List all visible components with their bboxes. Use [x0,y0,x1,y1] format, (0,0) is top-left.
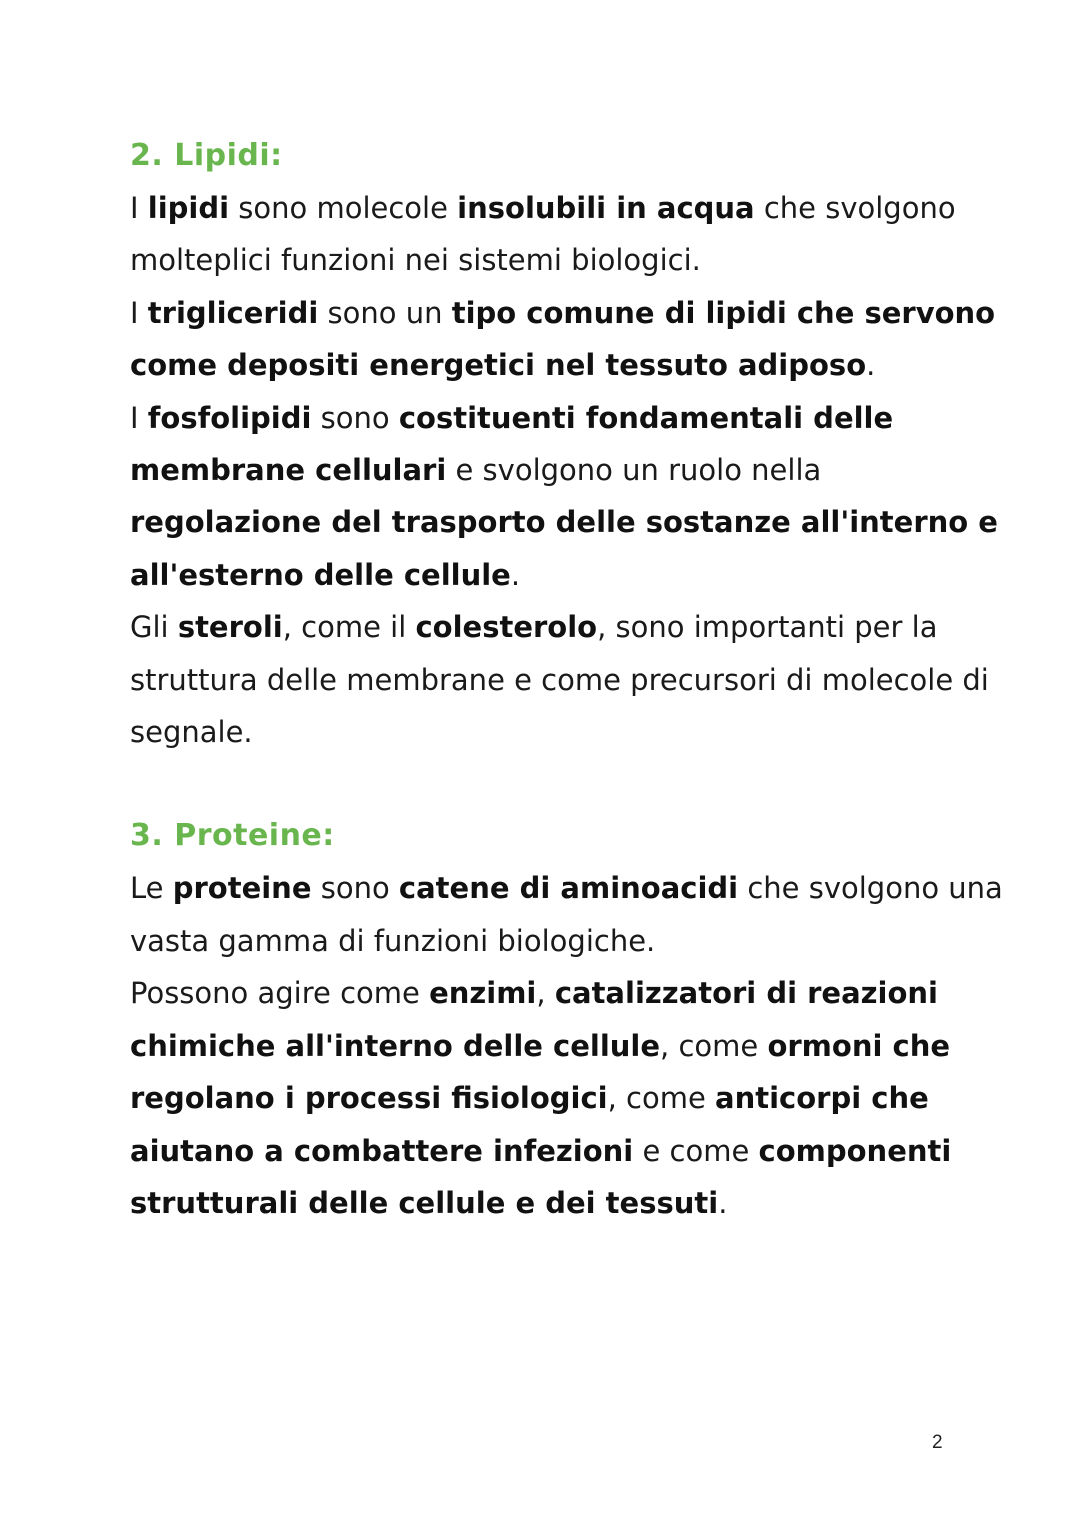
bold-text: tipo comune di lipidi che servono come depositi energetici nel tessuto adiposo [130,295,996,383]
text-run: , come [607,1081,716,1116]
text-run: , [536,976,555,1011]
section-heading: 2. Lipidi: [130,138,283,173]
text-run: , come il [282,610,416,645]
paragraph [130,287,1010,392]
text-run: . [510,557,521,592]
section-proteine [130,810,1010,1229]
text-run: I [130,191,148,225]
section-lipidi [130,130,1010,758]
bold-text: ormoni che regolano i processi fisiologici [130,1028,951,1116]
bold-text: trigliceridi [147,295,319,330]
bold-text: insolubili in acqua [457,191,755,225]
text-run: che svolgono molteplici funzioni nei sistemi biologici. [130,191,956,278]
text-run: e svolgono un ruolo nella [446,453,822,488]
bold-text: colesterolo [415,610,598,645]
bold-text: costituenti fondamentali delle membrane cellulari [130,400,894,488]
paragraph [130,182,1010,287]
bold-text: fosfolipidi [147,400,312,435]
text-run: sono un [318,295,452,330]
text-run: Gli [130,610,178,645]
page-body [130,130,1010,1229]
paragraph [130,967,1010,1229]
bold-text: catalizzatori di reazioni chimiche all'interno delle cellule [130,976,939,1063]
text-run: . [718,1185,728,1220]
text-run: . [866,348,876,383]
text-run: I [130,295,148,330]
bold-text: anticorpi che aiutano a combattere infezioni [130,1081,929,1168]
bold-text: enzimi [429,976,537,1011]
bold-text: steroli [177,610,283,645]
paragraph [130,392,1010,602]
text-run: sono molecole [229,191,458,225]
text-run: , sono importanti per la struttura delle membrane e come precursori di molecole di segnale. [130,610,989,750]
bold-text: regolazione del trasporto delle sostanze all'interno e all'esterno delle cellule [130,505,998,592]
bold-text: lipidi [147,191,230,225]
text-run: sono [311,871,399,906]
text-run: , come [660,1028,768,1063]
text-run: Le [130,871,173,906]
bold-text: catene di aminoacidi [398,871,739,906]
page-number: 2 [932,1432,943,1453]
paragraph [130,862,1010,967]
bold-text: proteine [172,871,312,906]
bold-text: componenti strutturali delle cellule e dei tessuti [130,1133,952,1220]
section-heading: 3. Proteine: [130,818,335,854]
text-run: sono [311,400,399,435]
text-run: e come [633,1133,759,1168]
paragraph [130,601,1010,758]
text-run: Possono agire come [130,976,430,1011]
text-run: I [130,400,148,435]
text-run: che svolgono una vasta gamma di funzioni biologiche. [130,871,1003,958]
